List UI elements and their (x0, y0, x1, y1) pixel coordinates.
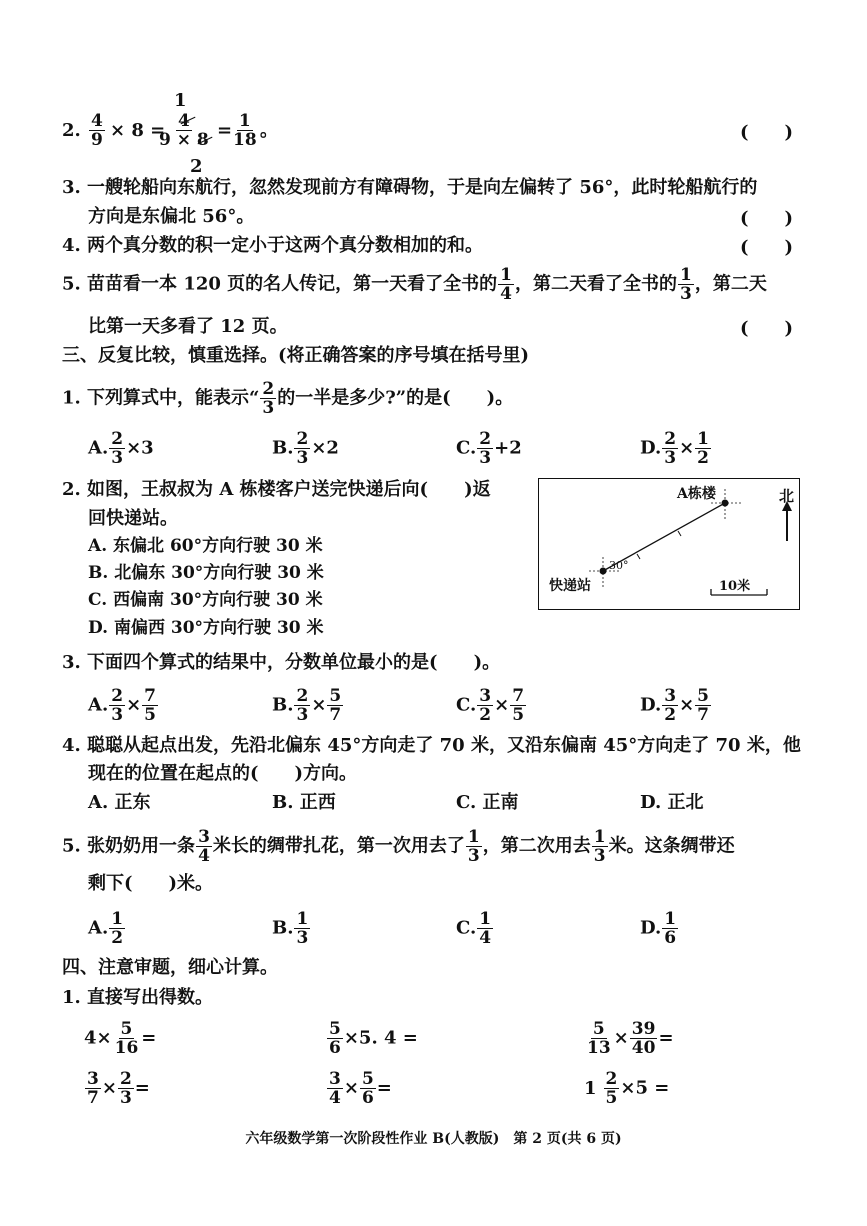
section3-title: 三、反复比较，慎重选择。(将正确答案的序号填在括号里) (62, 345, 530, 366)
s3-q4-line1: 4. 聪聪从起点出发，先沿北偏东 45°方向走了 70 米，又沿东偏南 45°方向走了 70 米，他 (62, 735, 801, 756)
calc-expr-3: $\frac{5}{13}$ × $\frac{39}{40}$ = (587, 1019, 674, 1058)
s3-q4-option-b[interactable]: B. 正西 (272, 792, 336, 813)
s3-q1-option-c[interactable]: C. $\frac{2}{3}$ +2 (456, 429, 522, 468)
s3-q1-option-b[interactable]: B. $\frac{2}{3}$ ×2 (272, 429, 339, 468)
s3-q2-line2: 回快递站。 (88, 508, 178, 529)
equals: = (217, 120, 233, 141)
judge-q4: 4. 两个真分数的积一定小于这两个真分数相加的和。 (62, 235, 484, 256)
fraction (231, 112, 259, 149)
s3-q5-option-c[interactable]: C. $\frac{1}{4}$ (456, 909, 492, 948)
s3-q5-line2: 剩下( )米。 (88, 873, 214, 894)
angle-label: 30° (609, 559, 629, 572)
fraction: $\frac{2}{3}$ (262, 379, 275, 418)
answer-paren[interactable]: ( ) (740, 318, 794, 339)
numerator: 1 (238, 111, 251, 131)
denominator: 9 × 8 (157, 131, 211, 149)
denominator: 9 (91, 130, 103, 150)
s3-q5-line1: 5. 张奶奶用一条 $\frac{3}{4}$ 米长的绸带扎花，第一次用去了 $\frac{1}{3}$ ，第二次用去 $\frac{1}{3}$ 米。这条绸带还 (62, 827, 735, 866)
s3-q3-option-c[interactable]: C. $\frac{3}{2}$ × $\frac{7}{5}$ (456, 686, 525, 725)
judge-q5-line1: 5. 苗苗看一本 120 页的名人传记，第一天看了全书的 $\frac{1}{4}$ ，第二天看了全书的 $\frac{1}{3}$ ，第二天 (62, 265, 767, 304)
s3-q2-option-a[interactable]: A. 东偏北 60°方向行驶 30 米 (88, 536, 323, 556)
s3-q4-line2: 现在的位置在起点的( )方向。 (88, 763, 358, 784)
s3-q3-option-d[interactable]: D. $\frac{3}{2}$ × $\frac{5}{7}$ (640, 686, 710, 725)
calc-expr-1: 4× $\frac{5}{16}$ = (84, 1019, 157, 1058)
s4-q1-title: 1. 直接写出得数。 (62, 987, 214, 1008)
answer-paren[interactable]: ( ) (740, 208, 794, 229)
s3-q5-option-a[interactable]: A. $\frac{1}{2}$ (88, 909, 124, 948)
fraction: $\frac{1}{4}$ (500, 265, 513, 304)
s3-q5-option-b[interactable]: B. $\frac{1}{3}$ (272, 909, 309, 948)
s3-q4-option-d[interactable]: D. 正北 (640, 792, 704, 813)
numerator: 4 (91, 111, 103, 131)
q-number: 2. (62, 120, 81, 141)
fraction: $\frac{1}{3}$ (680, 265, 692, 304)
s3-q1-option-a[interactable]: A. $\frac{2}{3}$ ×3 (88, 429, 154, 468)
calc-expr-4: $\frac{3}{7}$ × $\frac{2}{3}$ = (87, 1069, 150, 1108)
s3-q3-option-a[interactable]: A. $\frac{2}{3}$ × $\frac{7}{5}$ (88, 686, 157, 725)
s3-q4-option-c[interactable]: C. 正南 (456, 792, 519, 813)
north-label: 北 (779, 487, 795, 505)
calc-expr-6: 1 $\frac{2}{5}$ ×5 = (584, 1069, 670, 1108)
calc-expr-5: $\frac{3}{4}$ × $\frac{5}{6}$ = (329, 1069, 392, 1108)
denominator: 18 (233, 130, 257, 150)
s3-q1-option-d[interactable]: D. $\frac{2}{3}$ × $\frac{1}{2}$ (640, 429, 710, 468)
direction-map (538, 478, 800, 610)
answer-paren[interactable]: ( ) (740, 122, 794, 143)
s3-q3-option-b[interactable]: B. $\frac{2}{3}$ × $\frac{5}{7}$ (272, 686, 342, 725)
s3-q5-option-d[interactable]: D. $\frac{1}{6}$ (640, 909, 677, 948)
fraction (89, 112, 105, 149)
cancel-bottom: 2 (190, 156, 203, 177)
s3-q1: 1. 下列算式中，能表示“ $\frac{2}{3}$ 的一半是多少?”的是( )。 (62, 379, 514, 418)
cancel-top: 1 (174, 90, 187, 111)
s3-q2-option-c[interactable]: C. 西偏南 30°方向行驶 30 米 (88, 590, 323, 610)
s3-q3: 3. 下面四个算式的结果中，分数单位最小的是( )。 (62, 652, 501, 673)
period: 。 (260, 120, 278, 141)
numerator: 4 (176, 112, 192, 131)
answer-paren[interactable]: ( ) (740, 237, 794, 258)
expr-text: × 8 = (110, 120, 166, 141)
s3-q2-option-b[interactable]: B. 北偏东 30°方向行驶 30 米 (88, 563, 324, 583)
station-label: 快递站 (549, 578, 591, 594)
page-footer: 六年级数学第一次阶段性作业 B(人教版) 第 2 页(共 6 页) (245, 1131, 622, 1147)
calc-expr-2: $\frac{5}{6}$ ×5. 4 = (329, 1019, 418, 1058)
fraction (157, 112, 211, 149)
scale-label: 10米 (719, 579, 751, 594)
judge-q5-line2: 比第一天多看了 12 页。 (88, 316, 288, 337)
section4-title: 四、注意审题，细心计算。 (62, 957, 278, 978)
s3-q4-option-a[interactable]: A. 正东 (88, 792, 151, 813)
judge-q3-line2: 方向是东偏北 56°。 (88, 206, 255, 227)
s3-q2-option-d[interactable]: D. 南偏西 30°方向行驶 30 米 (88, 618, 324, 638)
s3-q2-line1: 2. 如图，王叔叔为 A 栋楼客户送完快递后向( )返 (62, 479, 491, 500)
building-label: A栋楼 (677, 486, 716, 502)
judge-q3-line1: 3. 一艘轮船向东航行，忽然发现前方有障碍物，于是向左偏转了 56°，此时轮船航行的 (62, 177, 758, 198)
